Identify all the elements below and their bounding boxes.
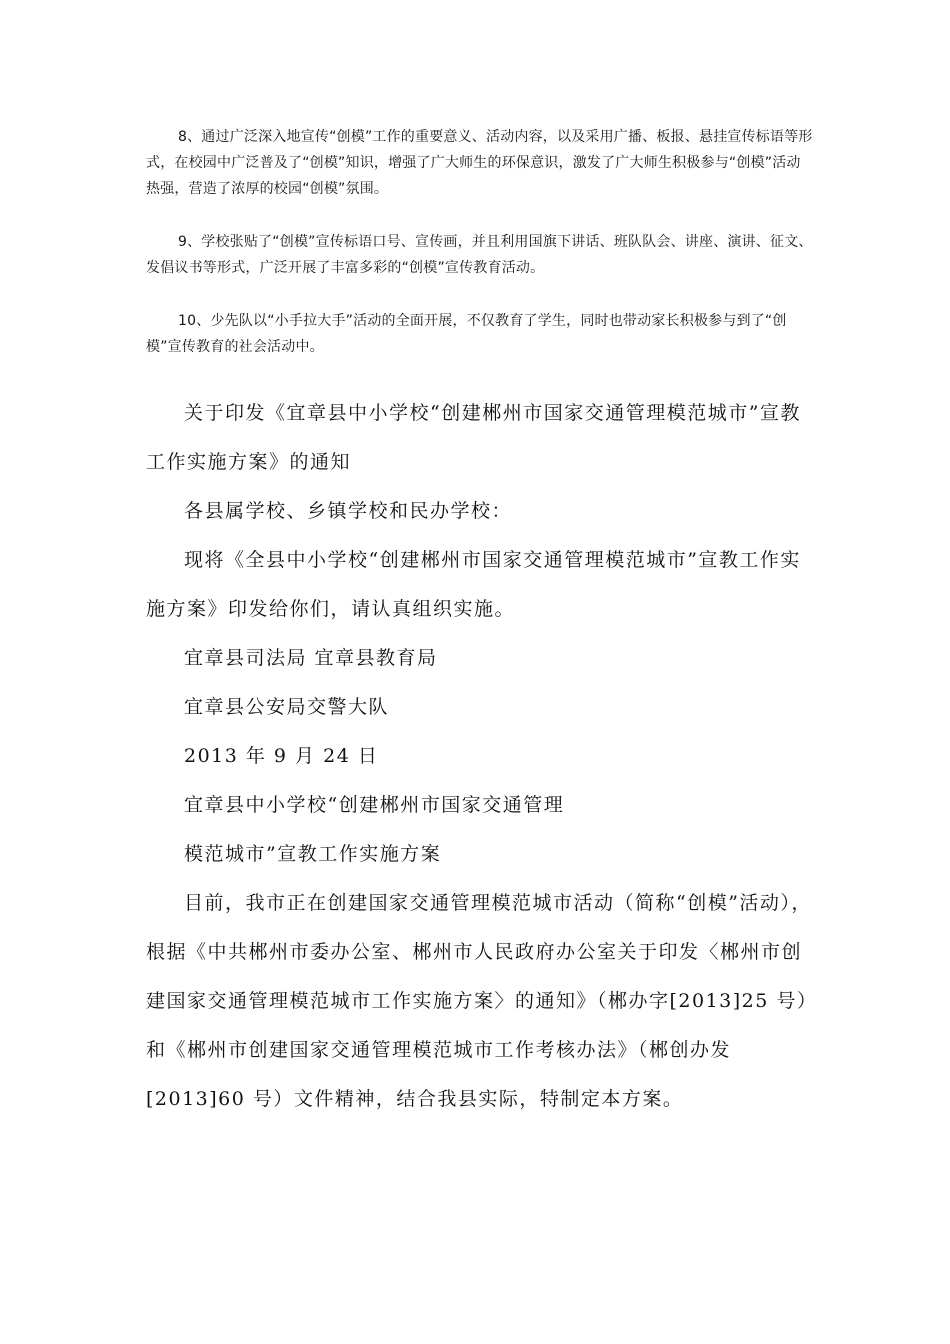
- issuer-line-1: 宜章县司法局 宜章县教育局: [184, 647, 438, 669]
- notice-date: 2013 年 9 月 24 日: [184, 745, 379, 767]
- list-item-10: 10、少先队以“小手拉大手”活动的全面开展，不仅教育了学生，同时也带动家长积极参与到了“创模”宣传教育的社会活动中。: [146, 313, 787, 355]
- notice-body: 现将《全县中小学校“创建郴州市国家交通管理模范城市”宣教工作实施方案》印发给你们，请认真组织实施。: [146, 549, 801, 620]
- plan-title-line-1: 宜章县中小学校“创建郴州市国家交通管理: [184, 794, 565, 816]
- notice-recipients: 各县属学校、乡镇学校和民办学校：: [184, 500, 513, 522]
- issuer-line-2: 宜章县公安局交警大队: [184, 696, 390, 718]
- plan-title-line-2: 模范城市”宣教工作实施方案: [184, 843, 442, 865]
- list-item-9: 9、学校张贴了“创模”宣传标语口号、宣传画，并且利用国旗下讲话、班队队会、讲座、演讲、征文、发倡议书等形式，广泛开展了丰富多彩的“创模”宣传教育活动。: [146, 234, 813, 276]
- notice-title: 关于印发《宜章县中小学校“创建郴州市国家交通管理模范城市”宣教工作实施方案》的通知: [146, 402, 801, 473]
- list-item-8: 8、通过广泛深入地宣传“创模”工作的重要意义、活动内容，以及采用广播、板报、悬挂宣传标语等形式，在校园中广泛普及了“创模”知识，增强了广大师生的环保意识，激发了广大师生积极参与“创模”活动热强，营造了浓厚的校园“创模”氛围。: [146, 129, 813, 197]
- plan-intro: 目前，我市正在创建国家交通管理模范城市活动（简称“创模”活动），根据《中共郴州市委办公室、郴州市人民政府办公室关于印发〈郴州市创建国家交通管理模范城市工作实施方案〉的通知》（郴办字[2013]25 号）和《郴州市创建国家交通管理模范城市工作考核办法》（郴创办发[2013]60 号）文件精神，结合我县实际，特制定本方案。: [146, 892, 818, 1110]
